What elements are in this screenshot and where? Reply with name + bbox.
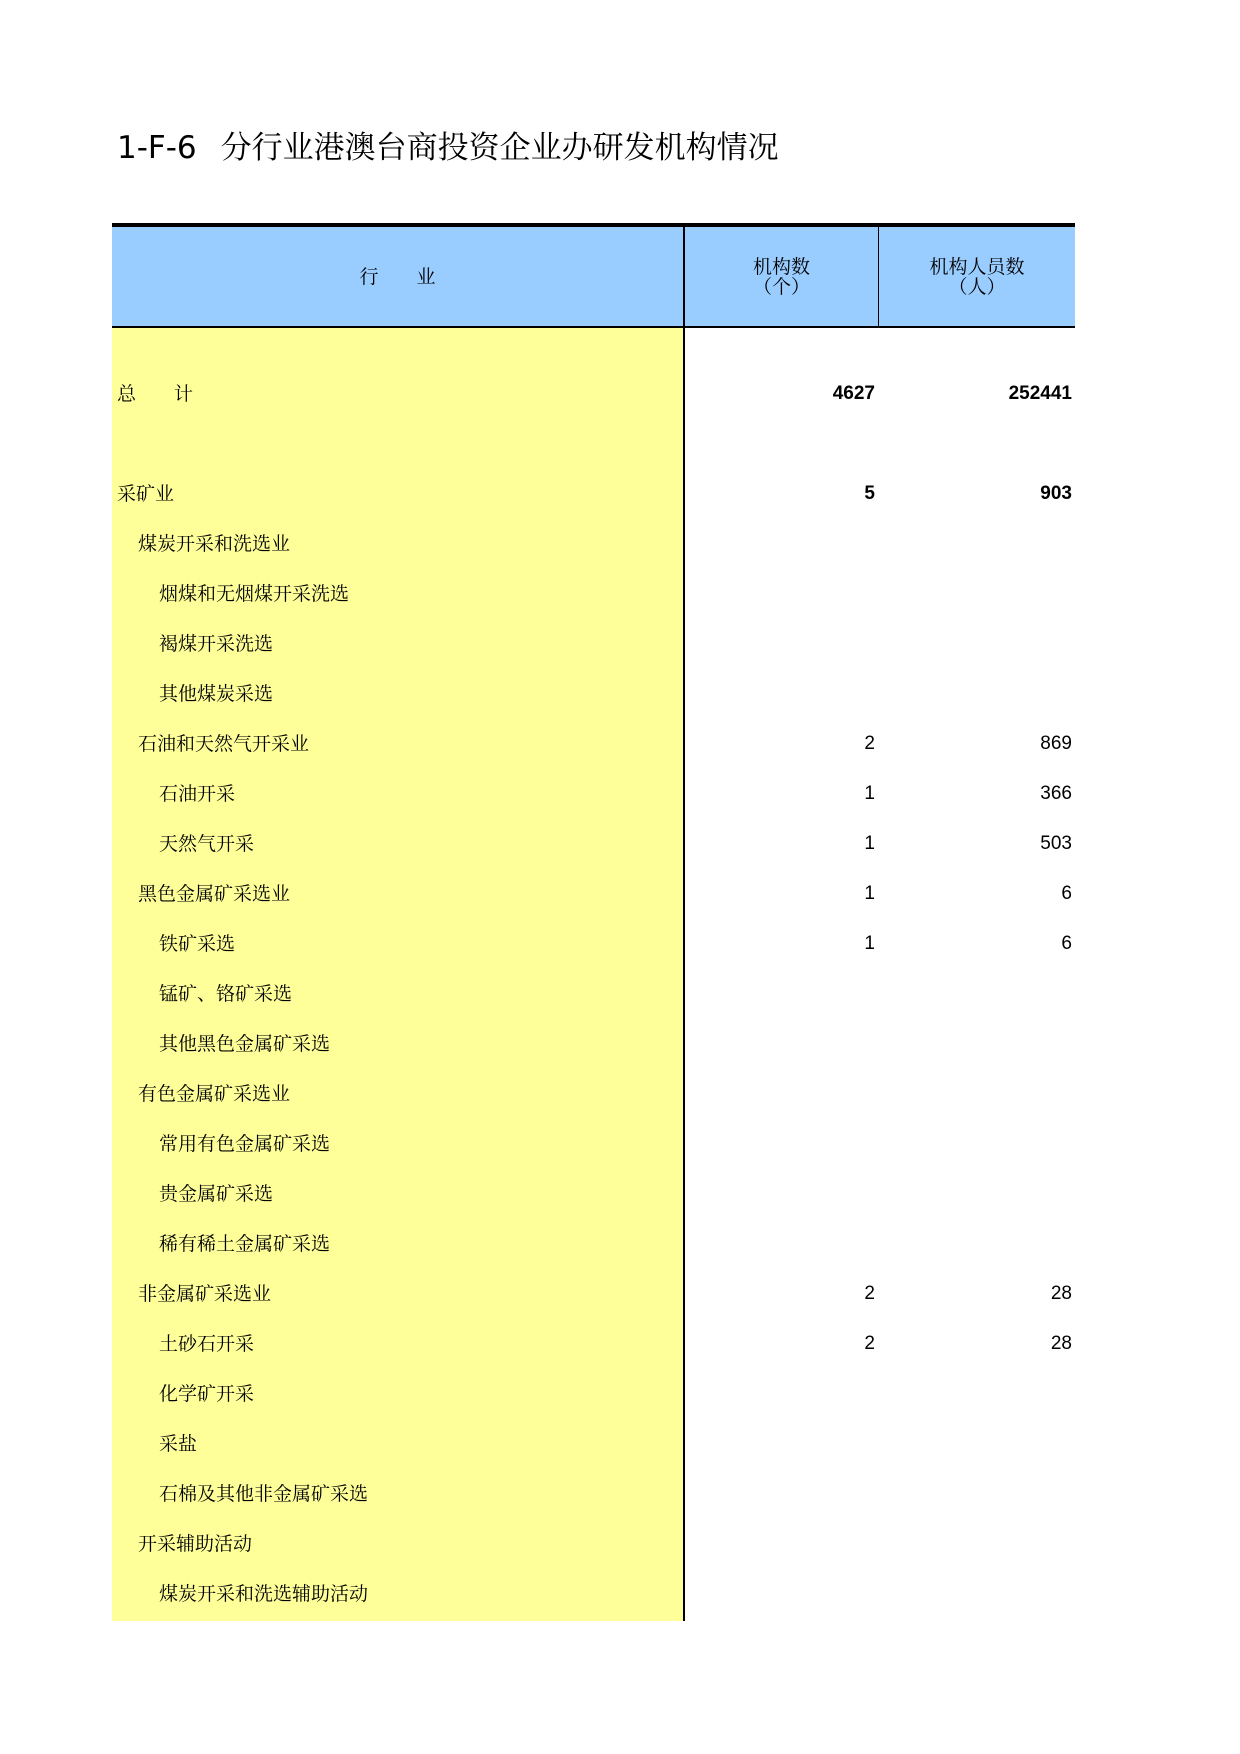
row-name: 其他黑色金属矿采选 (159, 1033, 331, 1055)
row-count (685, 1169, 875, 1219)
row-count (685, 1519, 875, 1569)
header-count-title: 机构数 (752, 255, 810, 278)
row-count: 5 (864, 483, 875, 504)
table-row (112, 1569, 1075, 1619)
row-count: 1 (864, 783, 875, 804)
table-header (112, 227, 1075, 328)
data-table (112, 223, 1075, 1605)
table-row (112, 919, 1075, 969)
row-name: 锰矿、铬矿采选 (159, 983, 293, 1005)
row-name: 天然气开采 (159, 833, 255, 855)
row-count (685, 1469, 875, 1519)
row-staff: 252441 (1008, 383, 1072, 404)
row-count: 1 (864, 933, 875, 954)
row-staff (879, 1469, 1072, 1519)
row-name: 烟煤和无烟煤开采洗选 (159, 583, 350, 605)
row-count (685, 519, 875, 569)
table-row (112, 619, 1075, 669)
table-row (112, 969, 1075, 1019)
table-row (112, 1269, 1075, 1319)
header-industry (112, 227, 685, 326)
row-staff (879, 669, 1072, 719)
row-count (685, 619, 875, 669)
table-row (112, 1519, 1075, 1569)
header-institution-count (685, 227, 879, 326)
row-staff (879, 519, 1072, 569)
row-count: 2 (864, 733, 875, 754)
row-name: 煤炭开采和洗选业 (138, 533, 291, 555)
row-name: 黑色金属矿采选业 (138, 883, 291, 905)
table-row (112, 819, 1075, 869)
row-name: 稀有稀土金属矿采选 (159, 1233, 331, 1255)
header-staff-count (879, 227, 1075, 326)
row-staff (879, 569, 1072, 619)
row-count (685, 1569, 875, 1619)
table-row (112, 1219, 1075, 1269)
row-name: 石棉及其他非金属矿采选 (159, 1483, 369, 1505)
table-row (112, 569, 1075, 619)
row-staff (879, 619, 1072, 669)
row-name: 土砂石开采 (159, 1333, 255, 1355)
row-count (685, 1019, 875, 1069)
row-count (685, 569, 875, 619)
row-name: 褐煤开采洗选 (159, 633, 274, 655)
row-staff: 869 (1040, 733, 1072, 754)
row-name: 有色金属矿采选业 (138, 1083, 291, 1105)
row-count: 2 (864, 1283, 875, 1304)
row-name: 石油开采 (159, 783, 236, 805)
table-row (112, 669, 1075, 719)
row-name: 采矿业 (117, 483, 175, 505)
row-count: 1 (864, 833, 875, 854)
page-title (117, 124, 779, 172)
row-name: 开采辅助活动 (138, 1533, 253, 1555)
row-name: 煤炭开采和洗选辅助活动 (159, 1583, 369, 1605)
row-staff: 903 (1040, 483, 1072, 504)
table-row (112, 1419, 1075, 1469)
row-staff (879, 1419, 1072, 1469)
table-row (112, 719, 1075, 769)
row-staff: 28 (1050, 1283, 1072, 1304)
row-staff (879, 1169, 1072, 1219)
row-staff (879, 1069, 1072, 1119)
table-row (112, 1069, 1075, 1119)
row-staff: 6 (1061, 883, 1072, 904)
row-staff (879, 1369, 1072, 1419)
row-name: 总 计 (117, 383, 194, 405)
table-row-total (112, 369, 1075, 419)
row-staff (879, 1219, 1072, 1269)
row-count (685, 1069, 875, 1119)
header-industry-label: 行 业 (359, 265, 436, 288)
table-row (112, 1469, 1075, 1519)
row-staff: 6 (1061, 933, 1072, 954)
table-row (112, 469, 1075, 519)
row-count: 4627 (832, 383, 875, 404)
row-staff (879, 969, 1072, 1019)
table-row (112, 519, 1075, 569)
header-staff-title: 机构人员数 (929, 255, 1025, 278)
table-row (112, 1019, 1075, 1069)
row-staff: 28 (1050, 1333, 1072, 1354)
header-count-unit: （个） (752, 275, 810, 298)
row-staff (879, 1569, 1072, 1619)
row-staff: 503 (1040, 833, 1072, 854)
row-name: 采盐 (159, 1433, 198, 1455)
row-count (685, 969, 875, 1019)
row-name: 常用有色金属矿采选 (159, 1133, 331, 1155)
row-count (685, 1119, 875, 1169)
row-name: 化学矿开采 (159, 1383, 255, 1405)
row-count (685, 1219, 875, 1269)
table-row (112, 1319, 1075, 1369)
table-code: 1-F-6 (117, 130, 197, 166)
row-count (685, 669, 875, 719)
row-name: 非金属矿采选业 (138, 1283, 272, 1305)
row-count (685, 1369, 875, 1419)
table-row (112, 1119, 1075, 1169)
table-row (112, 869, 1075, 919)
row-staff: 366 (1040, 783, 1072, 804)
row-count: 1 (864, 883, 875, 904)
row-name: 贵金属矿采选 (159, 1183, 274, 1205)
row-count: 2 (864, 1333, 875, 1354)
table-row (112, 1169, 1075, 1219)
row-staff (879, 1019, 1072, 1069)
table-title: 分行业港澳台商投资企业办研发机构情况 (220, 130, 779, 166)
row-name: 其他煤炭采选 (159, 683, 274, 705)
row-name: 铁矿采选 (159, 933, 236, 955)
row-name: 石油和天然气开采业 (138, 733, 310, 755)
header-staff-unit: （人） (948, 275, 1006, 298)
table-row (112, 769, 1075, 819)
row-count (685, 1419, 875, 1469)
row-staff (879, 1519, 1072, 1569)
table-row (112, 1369, 1075, 1419)
row-staff (879, 1119, 1072, 1169)
